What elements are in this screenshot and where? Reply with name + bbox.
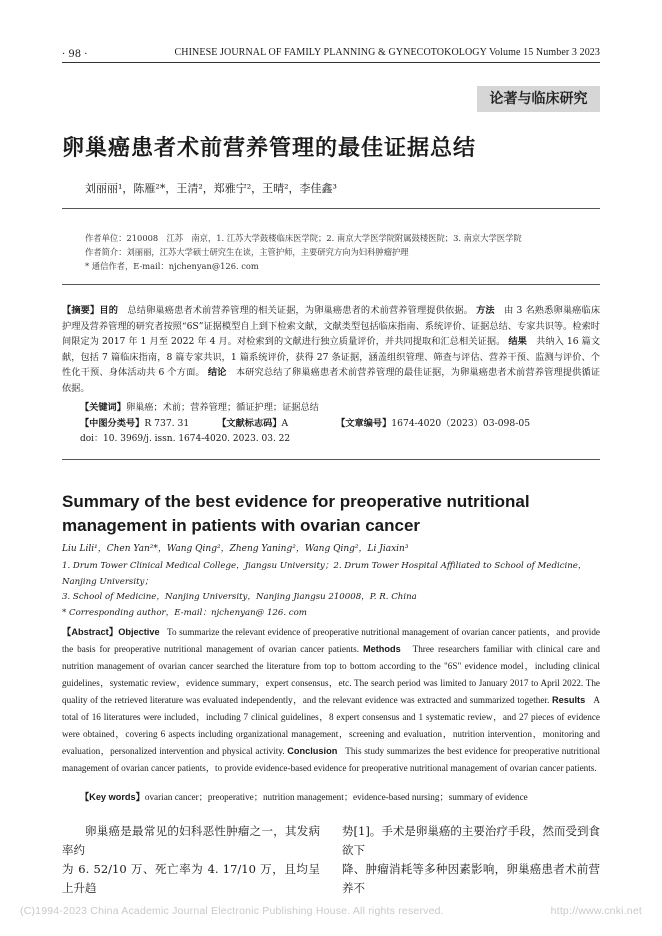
objective-label-en: Objective <box>118 627 160 637</box>
title-en: Summary of the best evidence for preoperative nutritional management in patients with ovarian cancer <box>62 492 530 535</box>
body-column-left <box>62 822 320 898</box>
author-unit: 作者单位：210008 江苏 南京，1. 江苏大学鼓楼临床医学院；2. 南京大学医学院附属鼓楼医院；3. 南京大学医学院 <box>85 233 522 243</box>
conclusion-en: This study summarizes the best evidence for preoperative nutritional management of ovarian cancer patients，to provide evidence-based evidence for preoperative nutritional management of ovarian cancer patients. <box>62 746 600 773</box>
divider-mid <box>62 284 600 285</box>
abstract-en <box>62 624 600 777</box>
keywords-text-en: ovarian cancer；preoperative；nutrition management；evidence-based nursing；summary of evidence <box>144 792 528 802</box>
body-line: 势[1]。手术是卵巢癌的主要治疗手段，然而受到食欲下 <box>342 824 600 857</box>
methods-en: Three researchers familiar with clinical care and nutrition management of ovarian cancer searched the literature from top to bottom according to the "6S" evidence model，including clinical guidelines，systematic review，evidence summary，expert consensus，etc. The search period was limited to January 2017 to April 2022. The quality of the retrieved literature was evaluated independently，and the relevant evidence was extracted and summarized together. <box>62 644 600 705</box>
header-rule <box>62 62 600 63</box>
doc-code-label: 【文献标志码】 <box>217 418 282 429</box>
body-line: 卵巢癌是最常见的妇科恶性肿瘤之一，其发病率约 <box>62 824 320 857</box>
results-label-cn: 结果 <box>508 336 527 348</box>
conclusion-label-cn: 结论 <box>207 367 227 379</box>
results-en: A total of 16 literatures were included，including 7 clinical guidelines，8 expert consensus and 1 systematic review，and 27 pieces of evidence were obtained，covering 6 aspects including organizational management，screening and evaluation，nutrition intervention，monitoring and evaluation，personalized intervention and physical activity. <box>62 695 600 756</box>
objective-en: To summarize the relevant evidence of preoperative nutritional management of ovarian cancer patients，and provide the basis for preoperative nutritional management of ovarian cancer patients. <box>62 627 601 654</box>
author-info-cn <box>85 231 600 273</box>
results-cn: 共纳入 16 篇文献，包括 7 篇临床指南，8 篇专家共识，1 篇系统评价，获得 27 条证据，涵盖组织管理、筛查与评估、营养干预、监测与评价、个性化干预、身体活动共 6 个方面。 <box>62 336 601 379</box>
article-number-label: 【文章编号】 <box>336 418 392 429</box>
authors-cn: 刘丽丽¹，陈雁²*，王清²，郑雅宁²，王晴²，李佳鑫³ <box>85 182 337 195</box>
body-line: 降、肿瘤消耗等多种因素影响，卵巢癌患者术前营养不 <box>342 862 600 895</box>
keywords-cn <box>80 399 319 413</box>
divider-top <box>62 208 600 209</box>
affiliation-line-1: 1. Drum Tower Clinical Medical College，Jiangsu University；2. Drum Tower Hospital Affiliated to School of Medicine，Nanjing University； <box>62 561 587 587</box>
body-line: 为 6. 52/10 万、死亡率为 4. 17/10 万，且均呈上升趋 <box>62 862 320 895</box>
conclusion-cn: 本研究总结了卵巢癌患者术前营养管理的最佳证据，为卵巢癌患者术前营养管理提供循证依据。 <box>62 367 601 394</box>
journal-header: CHINESE JOURNAL OF FAMILY PLANNING & GYNECOTOKOLOGY Volume 15 Number 3 2023 <box>174 47 600 58</box>
footer-watermark <box>20 905 642 917</box>
authors-en: Liu Lili¹，Chen Yan²*，Wang Qing²，Zheng Yaning²，Wang Qing²，Li Jiaxin³ <box>62 544 409 554</box>
objective-label-cn: 目的 <box>99 305 119 316</box>
results-label-en: Results <box>552 695 586 705</box>
copyright-text: (C)1994-2023 China Academic Journal Electronic Publishing House. All rights reserved. <box>20 905 444 917</box>
keywords-en <box>80 789 528 803</box>
clc-value: R 737. 31 <box>144 418 190 429</box>
methods-label-cn: 方法 <box>476 305 495 316</box>
methods-label-en: Methods <box>362 644 401 654</box>
abstract-label-cn: 【摘要】 <box>62 305 100 316</box>
corresponding-author-en: * Corresponding author，E-mail：njchenyan@ 126. com <box>62 607 307 618</box>
section-tag: 论著与临床研究 <box>477 86 600 112</box>
abstract-cn <box>62 303 600 397</box>
body-column-right <box>342 822 600 898</box>
doc-code-value: A <box>281 418 289 429</box>
conclusion-label-en: Conclusion <box>287 746 338 756</box>
clc-label: 【中图分类号】 <box>80 418 145 429</box>
keywords-label-en: 【Key words】 <box>80 792 145 802</box>
cnki-link[interactable]: http://www.cnki.net <box>550 905 642 917</box>
objective-cn: 总结卵巢癌患者术前营养管理的相关证据，为卵巢癌患者的术前营养管理提供依据。 <box>127 305 474 316</box>
divider-cn-en <box>62 459 600 460</box>
keywords-text-cn: 卵巢癌；术前；营养管理；循证护理；证据总结 <box>125 402 319 413</box>
title-cn: 卵巢癌患者术前营养管理的最佳证据总结 <box>62 136 477 161</box>
classification-line <box>80 415 600 429</box>
doi: doi：10. 3969/j. issn. 1674-4020. 2023. 03. 22 <box>80 434 291 444</box>
keywords-label-cn: 【关键词】 <box>80 402 126 413</box>
article-number-value: 1674-4020（2023）03-098-05 <box>391 418 531 429</box>
affiliations-en <box>62 559 607 621</box>
methods-cn: 由 3 名熟悉卵巢癌临床护理及营养管理的研究者按照“6S”证据模型自上到下检索文献，文献类型包括临床指南、系统评价、证据总结、专家共识等。检索时间限定为 2017 年 1 月至 2022 年 4 月。对检索到的文献进行独立质量评价，并共同提取和汇总相关证据。 <box>62 305 601 348</box>
author-bio: 作者简介：刘丽丽，江苏大学硕士研究生在读，主管护师，主要研究方向为妇科肿瘤护理 <box>85 247 409 257</box>
abstract-label-en: 【Abstract】 <box>62 627 119 637</box>
affiliation-line-2: 3. School of Medicine，Nanjing University，Nanjing Jiangsu 210008，P. R. China <box>62 592 417 602</box>
page-number: · 98 · <box>62 49 88 60</box>
corresponding-author-cn: * 通信作者，E-mail：njchenyan@126. com <box>85 261 259 271</box>
